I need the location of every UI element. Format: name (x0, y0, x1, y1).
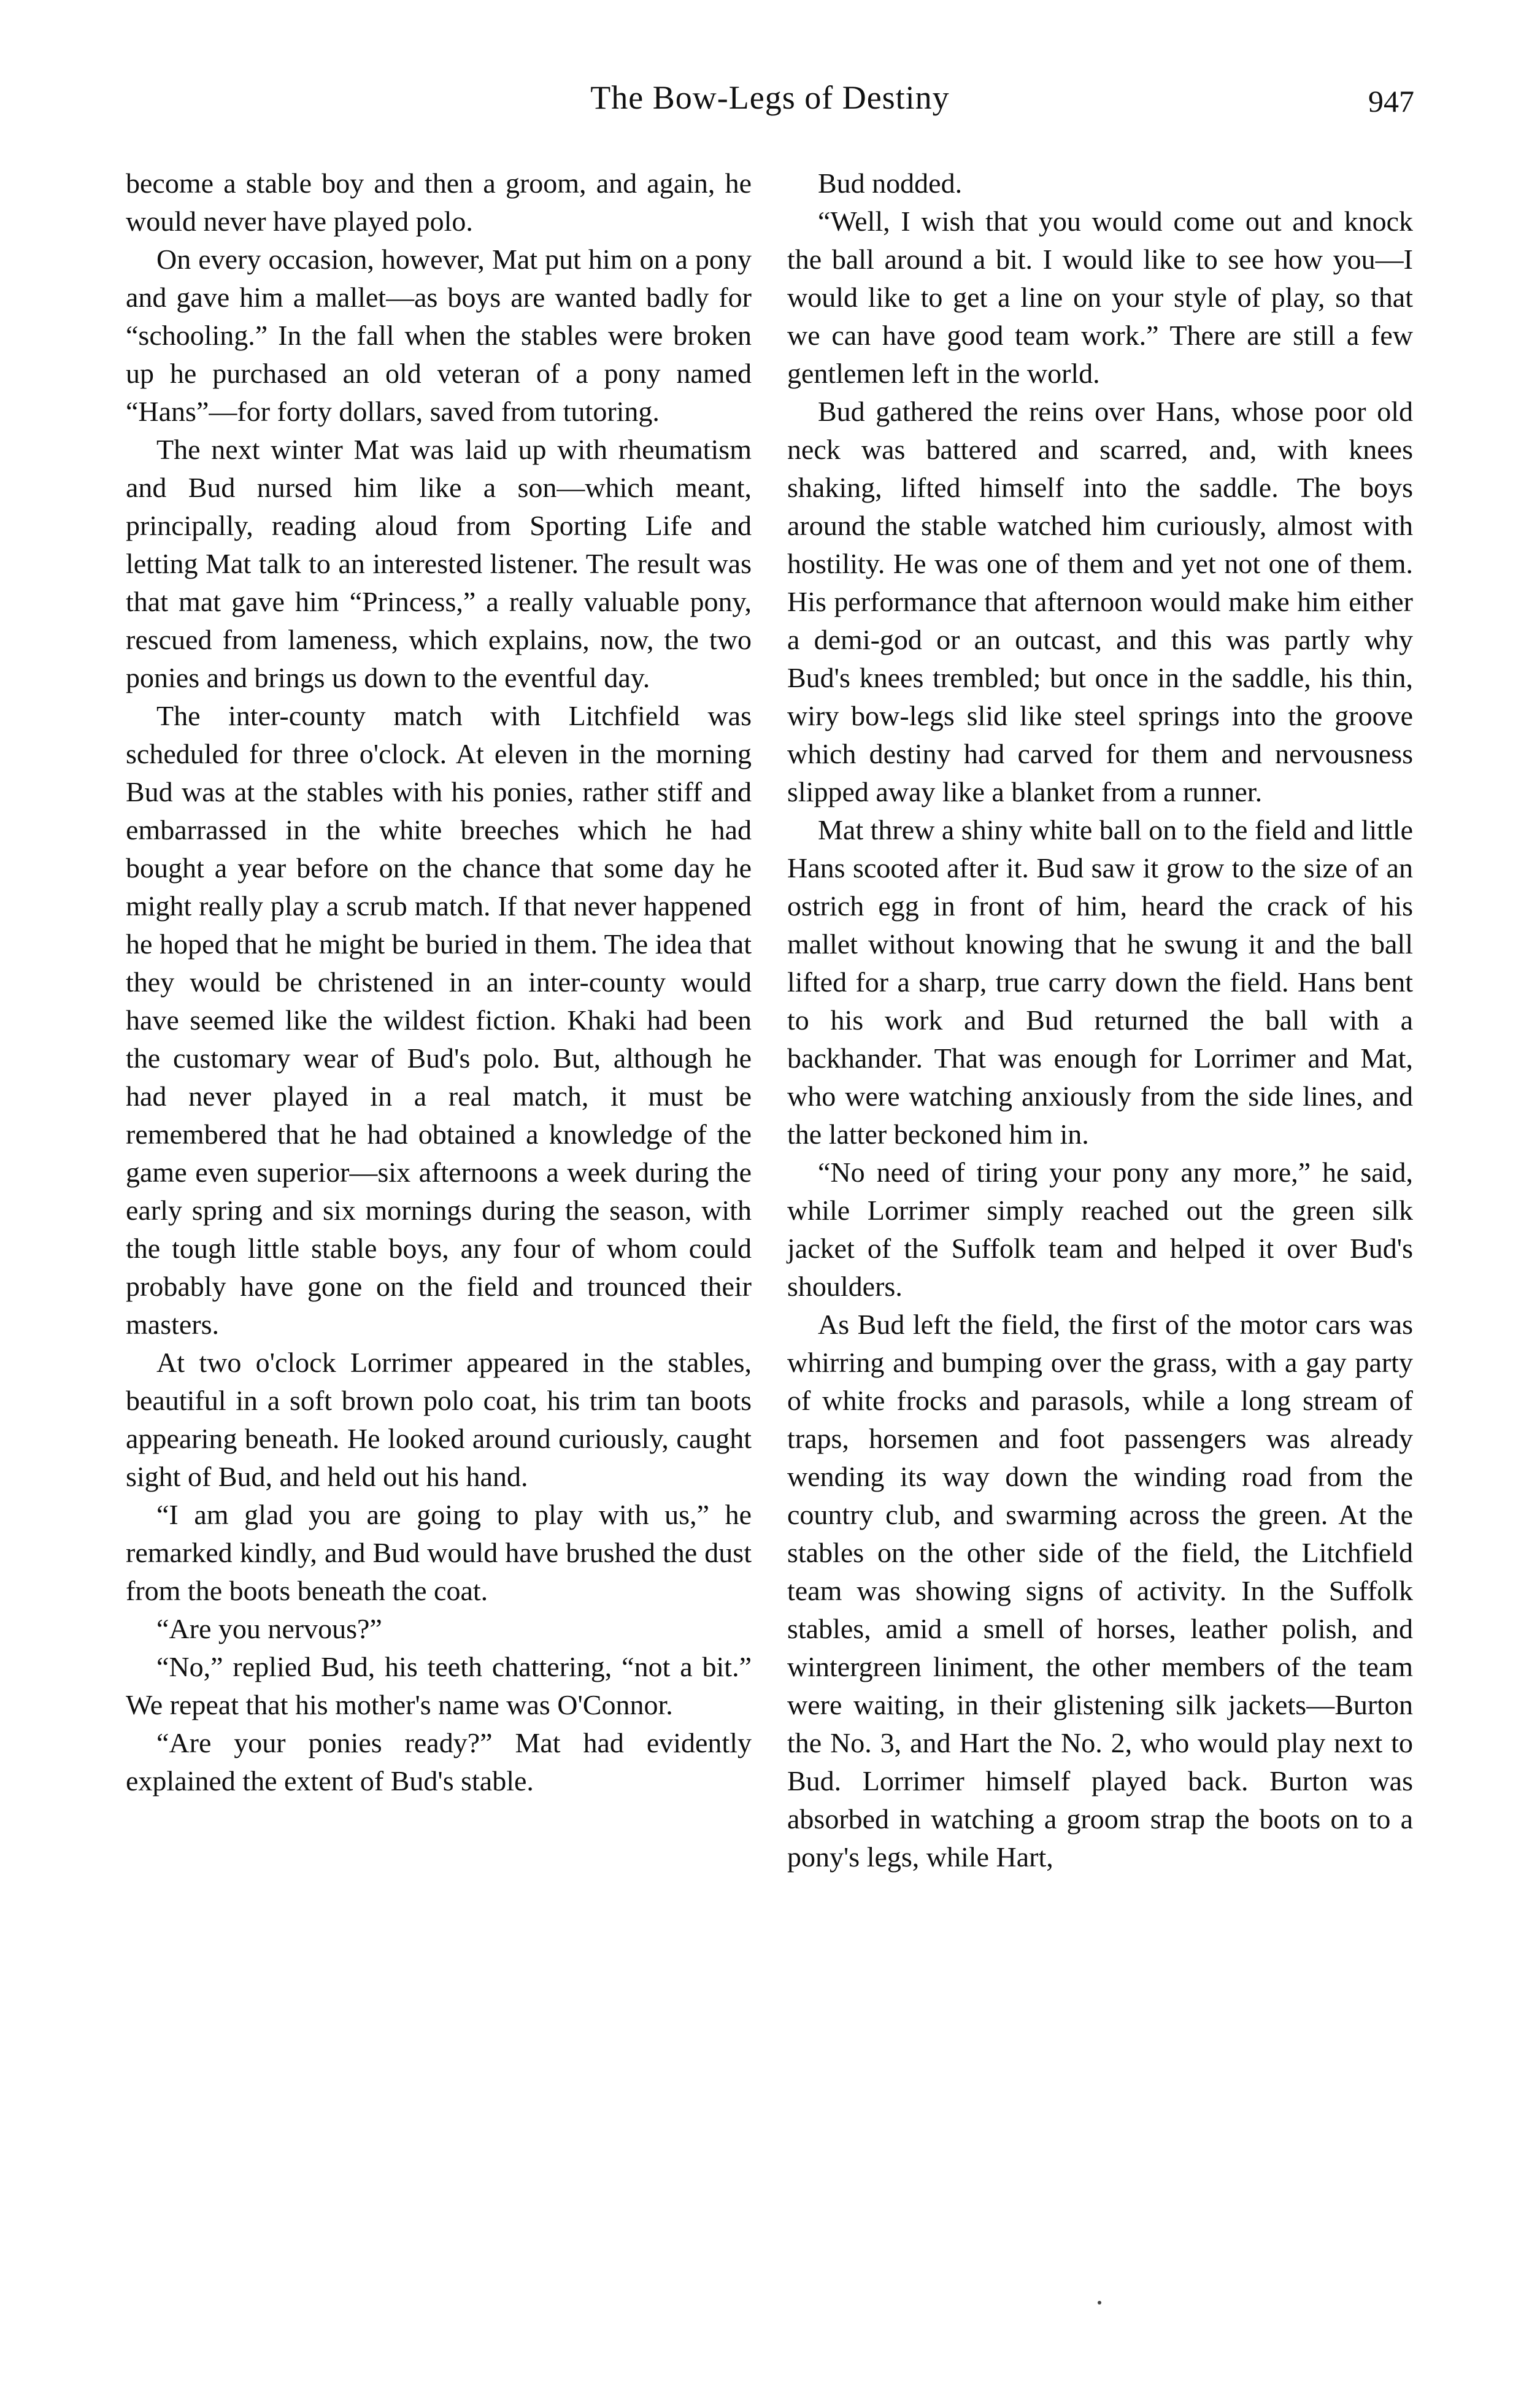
paragraph: The inter-county match with Litchfield was scheduled for three o'clock. At eleven in the morning Bud was at the stables with his ponies, rather stiff and embarrassed in the white breeches which he had bought a year before on the chance that some day he might really play a scrub match. If that never happened he hoped that he might be buried in them. The idea that they would be christened in an inter-county would have seemed like the wildest fiction. Khaki had been the customary wear of Bud's polo. But, although he had never played in a real match, it must be remembered that he had obtained a knowledge of the game even superior—six afternoons a week during the early spring and six mornings during the season, with the tough little stable boys, any four of whom could probably have gone on the field and trounced their masters. (126, 700, 752, 1340)
page-number: 947 (1368, 84, 1414, 118)
right-column (787, 164, 1413, 1876)
paragraph: “No,” replied Bud, his teeth chattering, “not a bit.” We repeat that his mother's name was O'Connor. (126, 1651, 752, 1720)
paragraph: “Are your ponies ready?” Mat had evidently explained the extent of Bud's stable. (126, 1727, 752, 1796)
paragraph: Mat threw a shiny white ball on to the field and little Hans scooted after it. Bud saw it grow to the size of an ostrich egg in front of him, heard the crack of his mallet without knowing that he swung it and the ball lifted for a sharp, true carry down the field. Hans bent to his work and Bud returned the ball with a backhander. That was enough for Lorrimer and Mat, who were watching anxiously from the side lines, and the latter beckoned him in. (787, 814, 1413, 1150)
paragraph: Bud gathered the reins over Hans, whose poor old neck was battered and scarred, and, with knees shaking, lifted himself into the saddle. The boys around the stable watched him curiously, almost with hostility. He was one of them and yet not one of them. His performance that afternoon would make him either a demi-god or an outcast, and this was partly why Bud's knees trembled; but once in the saddle, his thin, wiry bow-legs slid like steel springs into the groove which destiny had carved for them and nervousness slipped away like a blanket from a runner. (787, 396, 1413, 807)
paragraph: “No need of tiring your pony any more,” he said, while Lorrimer simply reached out the green silk jacket of the Suffolk team and helped it over Bud's shoulders. (787, 1157, 1413, 1302)
paragraph: “Are you nervous?” (156, 1613, 382, 1644)
paragraph: become a stable boy and then a groom, and again, he would never have played polo. (126, 168, 752, 237)
footer-dot (1098, 2301, 1101, 2305)
left-column (126, 164, 752, 1800)
running-title: The Bow-Legs of Destiny (590, 79, 950, 116)
paragraph: “Well, I wish that you would come out and knock the ball around a bit. I would like to see how you—I would like to get a line on your style of play, so that we can have good team work.” There are still a few gentlemen left in the world. (787, 206, 1413, 389)
paragraph: As Bud left the field, the first of the motor cars was whirring and bumping over the grass, with a gay party of white frocks and parasols, while a long stream of traps, horsemen and foot passengers was already wending its way down the winding road from the country club, and swarming across the green. At the stables on the other side of the field, the Litchfield team was showing signs of activity. In the Suffolk stables, amid a smell of horses, leather polish, and wintergreen liniment, the other members of the team were waiting, in their glistening silk jackets—Burton the No. 3, and Hart the No. 2, who would play next to Bud. Lorrimer himself played back. Burton was absorbed in watching a groom strap the boots on to a pony's legs, while Hart, (787, 1309, 1413, 1873)
paragraph: At two o'clock Lorrimer appeared in the stables, beautiful in a soft brown polo coat, his trim tan boots appearing beneath. He looked around curiously, caught sight of Bud, and held out his hand. (126, 1347, 752, 1492)
paragraph: The next winter Mat was laid up with rheumatism and Bud nursed him like a son—which meant, principally, reading aloud from Sporting Life and letting Mat talk to an interested listener. The result was that mat gave him “Princess,” a really valuable pony, rescued from lameness, which explains, now, the two ponies and brings us down to the eventful day. (126, 434, 752, 693)
paragraph: Bud nodded. (818, 168, 963, 199)
paragraph: “I am glad you are going to play with us,” he remarked kindly, and Bud would have brushed the dust from the boots beneath the coat. (126, 1499, 752, 1606)
running-head (126, 79, 1414, 128)
paragraph: On every occasion, however, Mat put him on a pony and gave him a mallet—as boys are wanted badly for “schooling.” In the fall when the stables were broken up he purchased an old veteran of a pony named “Hans”—for forty dollars, saved from tutoring. (126, 244, 752, 427)
